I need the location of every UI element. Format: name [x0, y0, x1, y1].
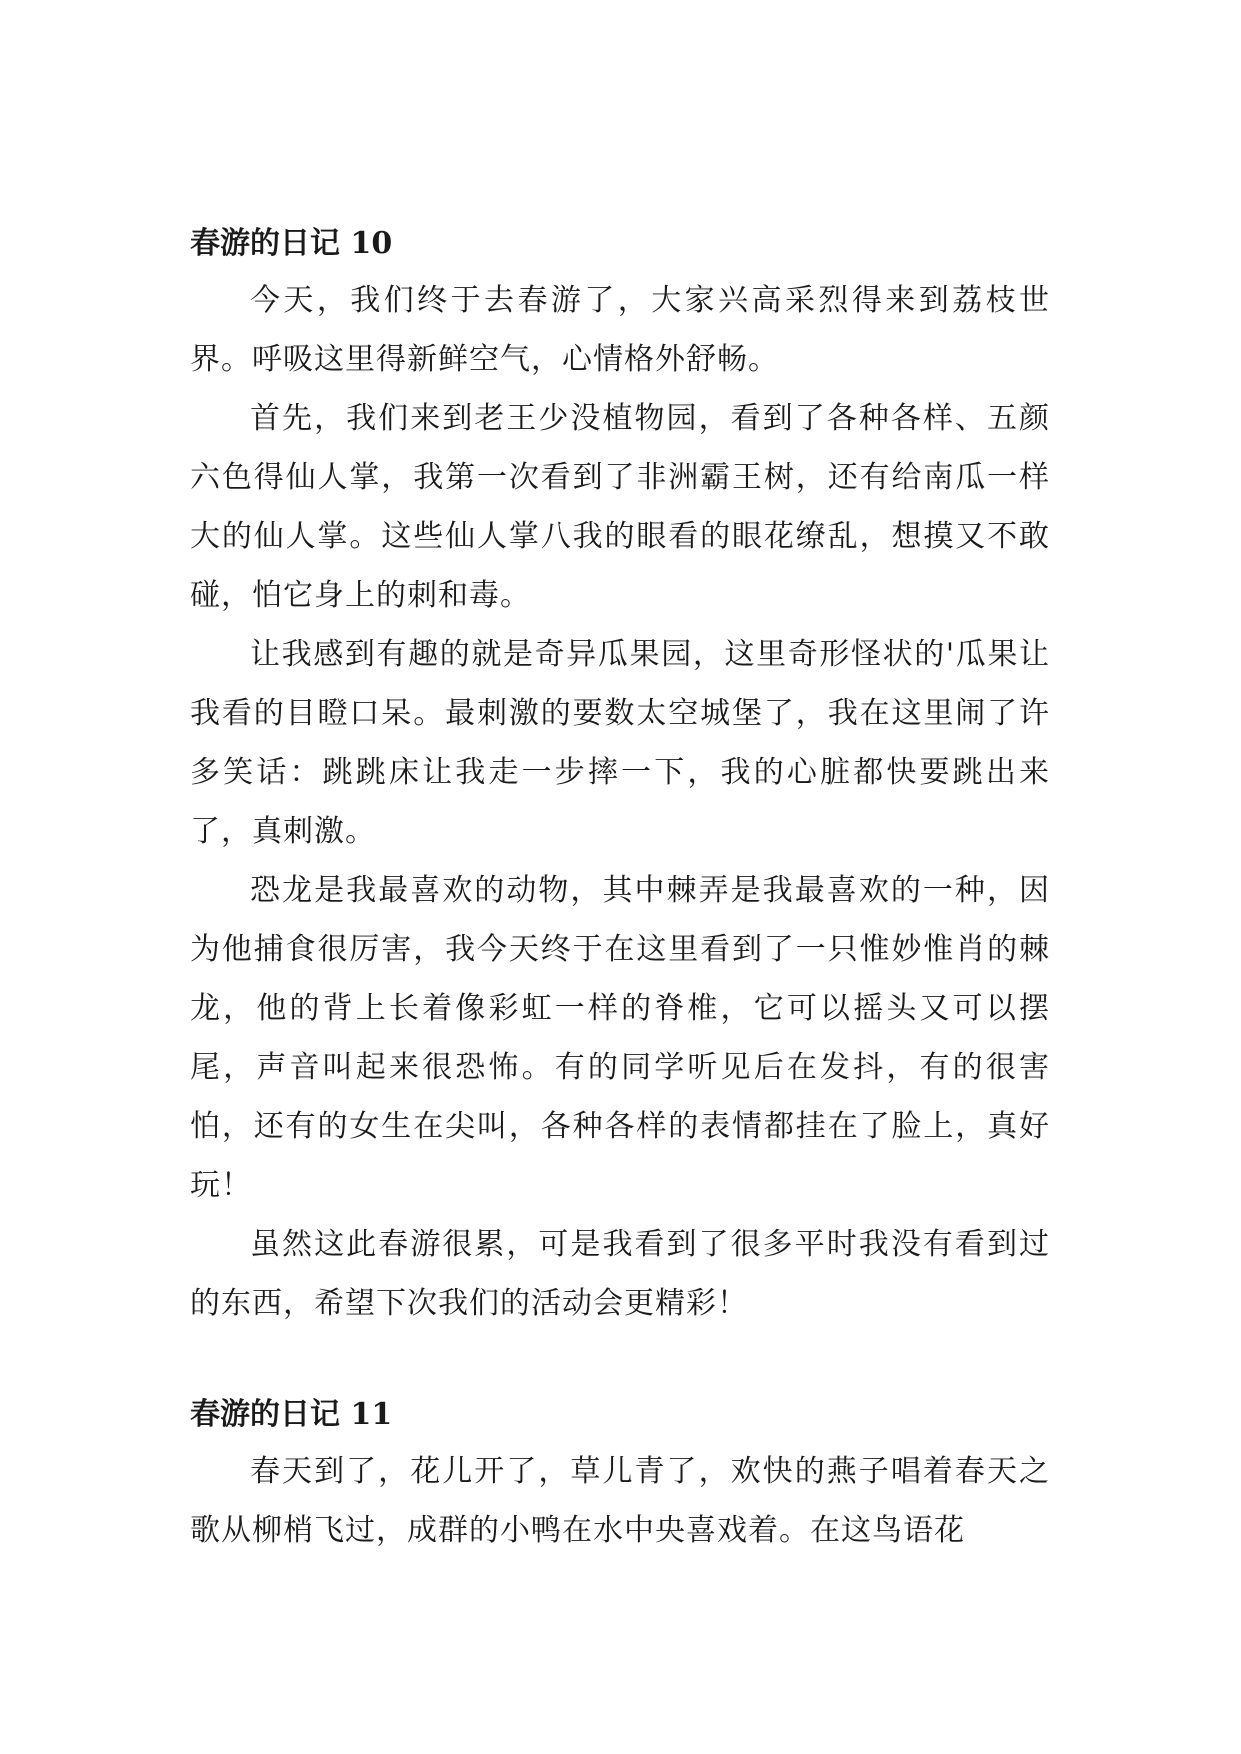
paragraph: 让我感到有趣的就是奇异瓜果园，这里奇形怪状的'瓜果让我看的目瞪口呆。最刺激的要数太空城堡了，我在这里闹了许多笑话：跳跳床让我走一步摔一下，我的心脏都快要跳出来了，真刺激。 — [190, 637, 1050, 849]
paragraph: 虽然这此春游很累，可是我看到了很多平时我没有看到过的东西，希望下次我们的活动会更精彩！ — [190, 1227, 1050, 1321]
paragraph: 春天到了，花儿开了，草儿青了，欢快的燕子唱着春天之歌从柳梢飞过，成群的小鸭在水中央喜戏着。在这鸟语花 — [190, 1454, 1050, 1548]
section-title: 春游的日记 11 — [190, 1397, 393, 1432]
section-title: 春游的日记 10 — [190, 226, 393, 261]
paragraph: 恐龙是我最喜欢的动物，其中棘弄是我最喜欢的一种，因为他捕食很厉害，我今天终于在这里看到了一只惟妙惟肖的棘龙，他的背上长着像彩虹一样的脊椎，它可以摇头又可以摆尾，声音叫起来很恐怖。有的同学听见后在发抖，有的很害怕，还有的女生在尖叫，各种各样的表情都挂在了脸上，真好玩！ — [190, 873, 1050, 1203]
paragraph: 首先，我们来到老王少没植物园，看到了各种各样、五颜六色得仙人掌，我第一次看到了非洲霸王树，还有给南瓜一样大的仙人掌。这些仙人掌八我的眼看的眼花缭乱，想摸又不敢碰，怕它身上的刺和毒。 — [190, 401, 1050, 613]
section-divider — [190, 1333, 1050, 1393]
paragraph: 今天，我们终于去春游了，大家兴高采烈得来到荔枝世界。呼吸这里得新鲜空气，心情格外舒畅。 — [190, 283, 1050, 377]
document-body — [190, 222, 1050, 1560]
